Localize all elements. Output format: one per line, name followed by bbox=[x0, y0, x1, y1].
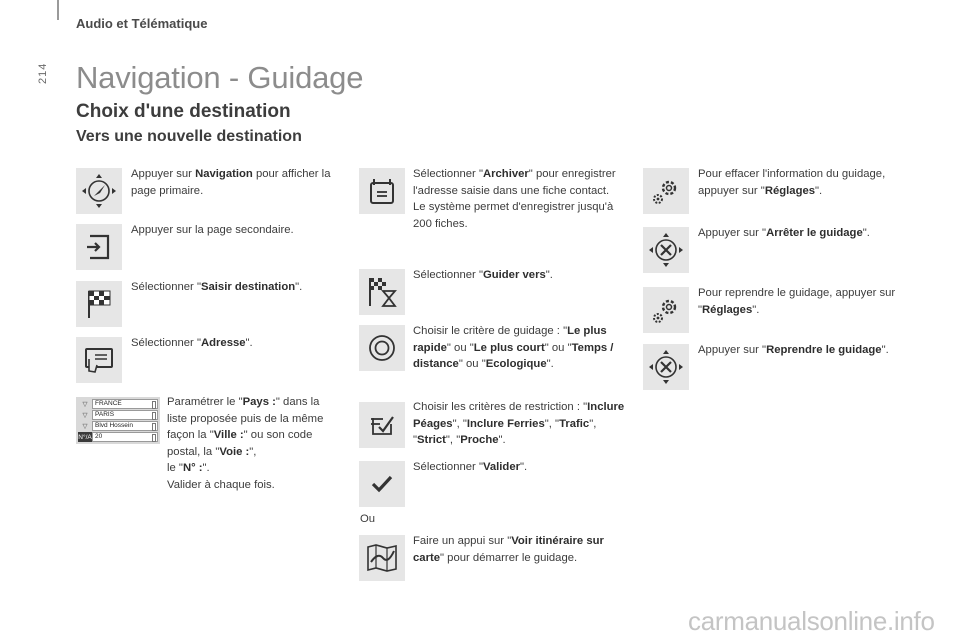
checkered-flag-icon bbox=[76, 281, 122, 327]
restriction-checklist-icon bbox=[359, 402, 405, 448]
header-rule bbox=[57, 0, 59, 20]
col2-step6-text: Faire un appui sur "Voir itinéraire sur carte" pour démarrer le guidage. bbox=[413, 535, 604, 564]
form-row-number: N°/A 20 bbox=[78, 432, 158, 443]
col1-step4-text: Sélectionner "Adresse". bbox=[131, 337, 253, 349]
col3-step1-text: Pour effacer l'information du guidage, appuyer sur "Réglages". bbox=[698, 168, 886, 197]
guidance-criteria-icon bbox=[359, 325, 405, 371]
page-number: 214 bbox=[37, 62, 49, 84]
col3-step4-text: Appuyer sur "Reprendre le guidage". bbox=[698, 344, 889, 356]
or-separator: Ou bbox=[360, 513, 376, 525]
col2-step2-text: Sélectionner "Guider vers". bbox=[413, 269, 553, 281]
form-row-country: ▽ FRANCE bbox=[78, 399, 158, 410]
col2-step5-text: Sélectionner "Valider". bbox=[413, 461, 528, 473]
archive-save-icon bbox=[359, 168, 405, 214]
col3-step2-text: Appuyer sur "Arrêter le guidage". bbox=[698, 227, 870, 239]
col3-step3-text: Pour reprendre le guidage, appuyer sur "Réglages". bbox=[698, 287, 896, 316]
watermark: carmanualsonline.info bbox=[688, 606, 935, 636]
address-form-thumbnail bbox=[76, 397, 160, 444]
settings-gears-icon bbox=[643, 168, 689, 214]
validate-check-icon bbox=[359, 461, 405, 507]
navigation-compass-icon bbox=[76, 168, 122, 214]
secondary-page-icon bbox=[76, 224, 122, 270]
resume-guidance-icon bbox=[643, 344, 689, 390]
col1-step2-text: Appuyer sur la page secondaire. bbox=[131, 224, 294, 236]
col2-step1-text: Sélectionner "Archiver" pour enregistrer l'adresse saisie dans une fiche contact. Le système permet d'enregistrer jusqu'à 200 fiches. bbox=[413, 168, 616, 230]
page-title: Navigation - Guidage bbox=[76, 60, 364, 95]
form-row-city: ▽ PARIS bbox=[78, 410, 158, 421]
section-title: Audio et Télématique bbox=[76, 16, 208, 31]
route-map-icon bbox=[359, 535, 405, 581]
settings-gears-icon bbox=[643, 287, 689, 333]
col2-step4-text: Choisir les critères de restriction : "Inclure Péages", "Inclure Ferries", "Trafic", "Strict", "Proche". bbox=[413, 401, 625, 446]
subsubtitle: Vers une nouvelle destination bbox=[76, 128, 302, 145]
col1-step3-text: Sélectionner "Saisir destination". bbox=[131, 281, 303, 293]
guide-to-flag-hourglass-icon bbox=[359, 269, 405, 315]
address-keyboard-icon bbox=[76, 337, 122, 383]
col2-step3-text: Choisir le critère de guidage : "Le plus rapide" ou "Le plus court" ou "Temps / distance" ou "Ecologique". bbox=[413, 325, 614, 370]
col1-step1-text: Appuyer sur Navigation pour afficher la page primaire. bbox=[131, 168, 331, 197]
form-row-street: ▽ Blvd Hossein bbox=[78, 421, 158, 432]
subtitle: Choix d'une destination bbox=[76, 101, 291, 122]
col1-step5-text: Paramétrer le "Pays :" dans la liste proposée puis de la même façon la "Ville :" ou son code postal, la "Voie :", le "N° :". Valider à chaque fois. bbox=[167, 396, 324, 491]
stop-guidance-icon bbox=[643, 227, 689, 273]
